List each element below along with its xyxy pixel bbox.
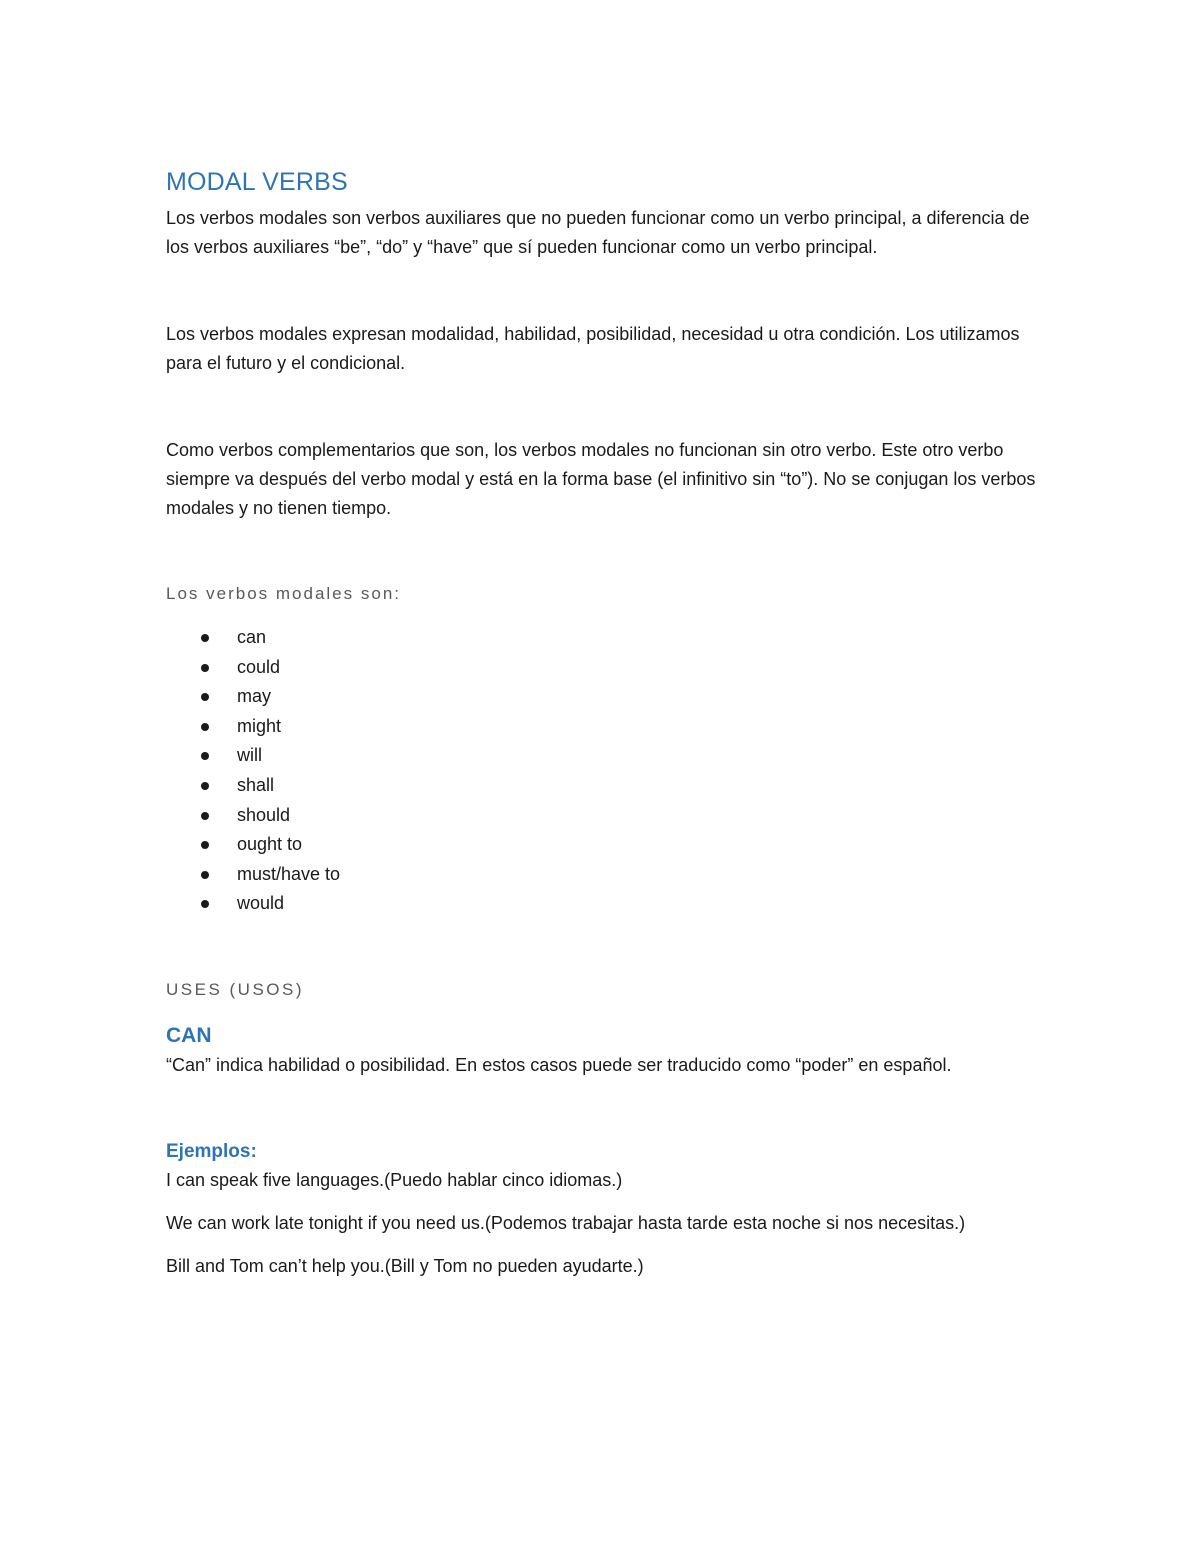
list-item (166, 771, 1046, 801)
paragraph-intro: Los verbos modales son verbos auxiliares que no pueden funcionar como un verbo principal, a diferencia de los verbos auxiliares “be”, “do” y “have” que sí pueden funcionar como un verbo principal. (166, 208, 1030, 257)
list-item-label: ought to (237, 834, 303, 855)
spacer (166, 262, 1046, 320)
paragraph-modality: Los verbos modales expresan modalidad, habilidad, posibilidad, necesidad u otra condición. Los utilizamos para el futuro y el condicional. (166, 324, 1020, 373)
bullet-icon (201, 693, 209, 701)
list-item (166, 623, 1046, 653)
list-item (166, 830, 1046, 860)
can-heading: CAN (166, 1023, 212, 1047)
bullet-icon (201, 752, 209, 760)
example-sentence: Bill and Tom can’t help you.(Bill y Tom no pueden ayudarte.) (166, 1255, 644, 1276)
list-item (166, 741, 1046, 771)
spacer (166, 378, 1046, 436)
list-item (166, 682, 1046, 712)
bullet-icon (201, 812, 209, 820)
example-sentence: I can speak five languages.(Puedo hablar cinco idiomas.) (166, 1169, 623, 1190)
list-item (166, 712, 1046, 742)
bullet-icon (201, 723, 209, 731)
document-title: MODAL VERBS (166, 168, 348, 196)
bullet-icon (201, 782, 209, 790)
spacer (166, 1080, 1046, 1138)
list-heading: Los verbos modales son: (166, 584, 401, 603)
list-item (166, 801, 1046, 831)
list-item-label: may (237, 686, 272, 707)
examples-heading: Ejemplos: (166, 1140, 257, 1162)
modal-verbs-list (166, 623, 1046, 919)
bullet-icon (201, 841, 209, 849)
bullet-icon (201, 871, 209, 879)
list-item-label: should (237, 804, 291, 825)
list-item-label: might (237, 715, 282, 736)
list-item (166, 889, 1046, 919)
example-sentence: We can work late tonight if you need us.(Podemos trabajar hasta tarde esta noche si nos necesitas.) (166, 1212, 966, 1233)
paragraph-complementary: Como verbos complementarios que son, los verbos modales no funcionan sin otro verbo. Este otro verbo siempre va después del verbo modal y está en la forma base (el infinitivo sin “to”). No se conjugan los verbos modales y no tienen tiempo. (166, 440, 1036, 518)
bullet-icon (201, 900, 209, 908)
bullet-icon (201, 664, 209, 672)
list-item (166, 860, 1046, 890)
list-item-label: could (237, 656, 281, 677)
spacer (166, 919, 1046, 977)
spacer (166, 523, 1046, 581)
list-item (166, 653, 1046, 683)
can-description: “Can” indica habilidad o posibilidad. En estos casos puede ser traducido como “poder” en español. (166, 1054, 952, 1075)
uses-heading: USES (USOS) (166, 979, 305, 999)
list-item-label: must/have to (237, 863, 341, 884)
document-body (166, 166, 1046, 1281)
list-item-label: will (237, 745, 262, 766)
bullet-icon (201, 634, 209, 642)
list-item-label: shall (237, 774, 275, 795)
list-item-label: can (237, 627, 267, 647)
list-item-label: would (237, 893, 285, 914)
spacer (166, 1003, 1046, 1021)
